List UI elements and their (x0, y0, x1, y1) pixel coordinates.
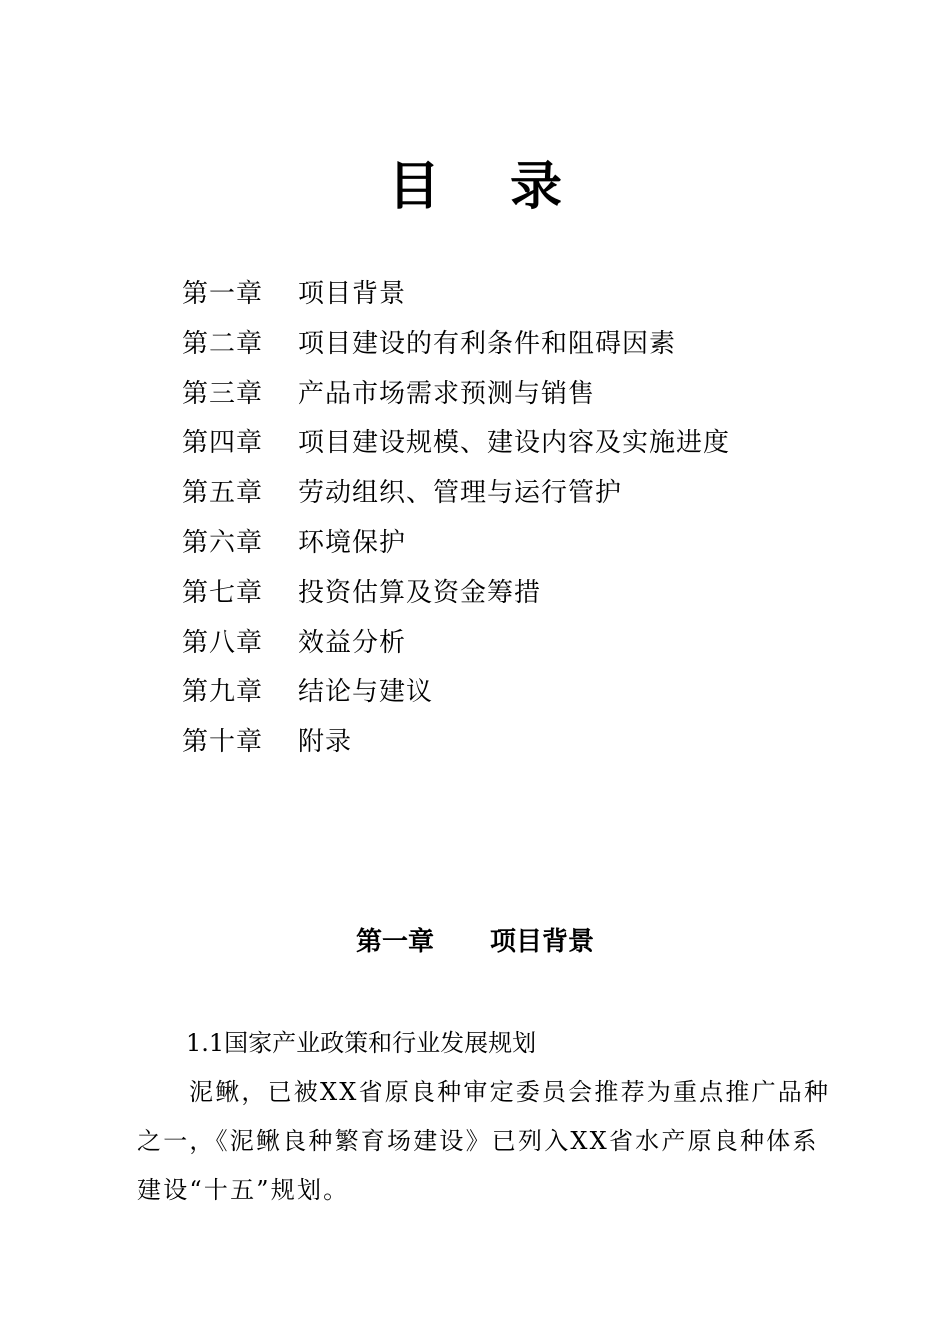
toc-chapter-number: 第七章 (182, 577, 264, 608)
toc-item-1 (182, 270, 730, 320)
toc-chapter-name: 结论与建议 (298, 677, 434, 708)
section-heading: 1.1国家产业政策和行业发展规划 (186, 1029, 537, 1057)
toc-item-7 (182, 569, 730, 619)
toc-chapter-name: 附录 (298, 727, 353, 758)
toc-chapter-name: 项目背景 (298, 279, 407, 309)
toc-item-9 (182, 668, 730, 718)
toc-title (0, 152, 950, 222)
toc-chapter-number: 第八章 (182, 627, 264, 658)
body-paragraph: 泥鳅，已被XX省原良种审定委员会推荐为重点推广品种之一，《泥鳅良种繁育场建设》已列入XX省水产原良种体系建设“十五”规划。 (137, 1078, 831, 1204)
toc-chapter-name: 劳动组织、管理与运行管护 (298, 478, 623, 509)
toc-item-8 (182, 619, 730, 669)
toc-item-3 (182, 370, 730, 420)
chapter-heading (0, 918, 950, 966)
toc-item-10 (182, 718, 730, 768)
chapter-title: 项目背景 (490, 927, 595, 957)
toc-chapter-name: 项目建设的有利条件和阻碍因素 (298, 328, 677, 359)
toc-chapter-name: 产品市场需求预测与销售 (298, 378, 596, 409)
toc-chapter-number: 第十章 (182, 727, 264, 758)
toc-item-4 (182, 419, 730, 469)
toc-chapter-number: 第三章 (182, 378, 264, 409)
toc-list (182, 270, 730, 768)
toc-chapter-number: 第一章 (182, 279, 264, 309)
toc-chapter-name: 投资估算及资金筹措 (298, 577, 542, 608)
toc-chapter-name: 效益分析 (298, 627, 407, 658)
toc-item-6 (182, 519, 730, 569)
toc-chapter-number: 第五章 (182, 478, 264, 509)
toc-title-char-1: 目 (387, 157, 440, 217)
toc-chapter-number: 第六章 (182, 527, 264, 558)
toc-chapter-name: 环境保护 (298, 527, 407, 558)
toc-item-2 (182, 320, 730, 370)
toc-chapter-number: 第二章 (182, 328, 264, 359)
chapter-number: 第一章 (355, 927, 434, 957)
toc-chapter-number: 第九章 (182, 677, 264, 708)
toc-chapter-name: 项目建设规模、建设内容及实施进度 (298, 428, 731, 459)
toc-item-5 (182, 469, 730, 519)
toc-title-char-2: 录 (510, 157, 563, 217)
toc-chapter-number: 第四章 (182, 428, 264, 459)
